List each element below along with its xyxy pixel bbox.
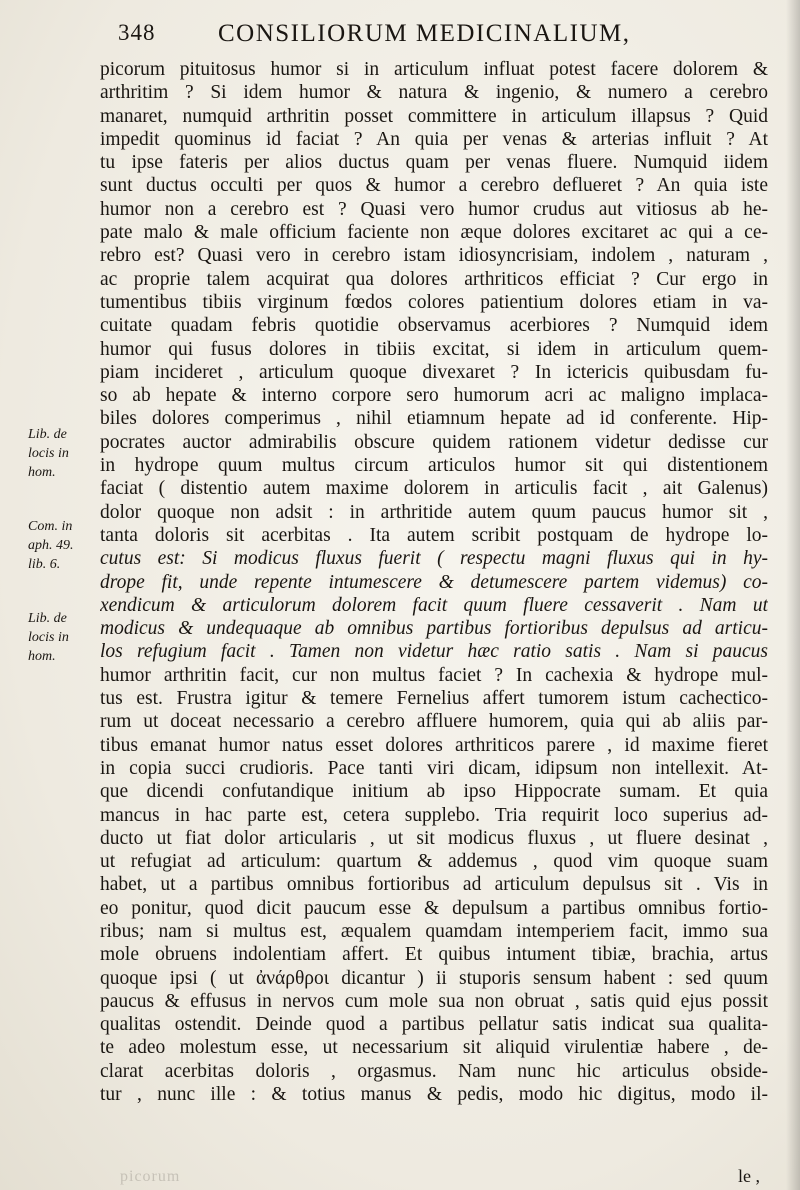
margin-note-line: Lib. de <box>28 427 67 442</box>
text-line: xendicum & articulorum dolorem facit quum fluere cessaverit . Nam ut <box>100 594 768 616</box>
running-head: CONSILIORUM MEDICINALIUM, <box>218 20 631 47</box>
margin-note <box>28 609 98 666</box>
text-line: te adeo molestum esse, ut necessarium sit aliquid virulentiæ habere , de- <box>100 1037 768 1059</box>
body-text <box>100 58 768 1106</box>
text-line: dolor quoque non adsit : in arthritide autem quum paucus humor sit , <box>100 501 768 523</box>
text-line: so ab hepate & interno corpore sero humorum acri ac maligno implaca- <box>100 385 768 407</box>
text-line: rum ut doceat necessario a cerebro affluere humorem, quia qui ab aliis par- <box>100 711 768 733</box>
text-line: faciat ( distentio autem maxime dolorem in articulis facit , ait Galenus) <box>100 478 768 500</box>
text-line: drope fit, unde repente intumescere & detumescere partem videmus) co- <box>100 571 768 593</box>
bleed-through-text: picorum <box>120 1168 181 1185</box>
text-line: rebro est? Quasi vero in cerebro istam idiosyncrisiam, indolem , naturam , <box>100 245 768 267</box>
text-line: ducto ut fiat dolor articularis , ut sit modicus fluxus , ut fluere desinat , <box>100 827 768 849</box>
text-line: pate malo & male officium faciente non æque dolores excitaret ac qui a ce- <box>100 222 768 244</box>
text-line: tus est. Frustra igitur & temere Fernelius affert tumorem istum cachectico- <box>100 688 768 710</box>
text-line: tumentibus tibiis virginum fœdos colores patientium dolores etiam in va- <box>100 291 768 313</box>
text-line: quoque ipsi ( ut ἀνάρθροι dicantur ) ii stuporis sensum habent : sed quum <box>100 967 768 989</box>
margin-note-line: Lib. de <box>28 611 67 626</box>
page-header <box>118 20 678 54</box>
margin-note-line: locis in <box>28 446 69 461</box>
text-line: arthritim ? Si idem humor & natura & ingenio, & numero a cerebro <box>100 82 768 104</box>
text-line: tanta doloris sit acerbitas . Ita autem scribit postquam de hydrope lo- <box>100 524 768 546</box>
text-line: tibus emanat humor natus esset dolores arthriticos parere , id maxime fieret <box>100 734 768 756</box>
text-line: pocrates auctor admirabilis obscure quidem rationem videtur dedisse cur <box>100 431 768 453</box>
page-edge-shadow <box>786 0 800 1190</box>
text-line: modicus & undequaque ab omnibus partibus fortioribus depulsus ad articu- <box>100 618 768 640</box>
margin-note-line: hom. <box>28 649 56 664</box>
text-line: clarat acerbitas doloris , orgasmus. Nam nunc hic articulus obside- <box>100 1060 768 1082</box>
text-line: qualitas ostendit. Deinde quod a partibus pellatur satis indicat sua qualita- <box>100 1014 768 1036</box>
text-line: piam incideret , articulum quoque divexaret ? In ictericis quibusdam fu- <box>100 361 768 383</box>
text-line: eo ponitur, quod dicit paucum esse & depulsum a partibus omnibus fortio- <box>100 897 768 919</box>
margin-note-line: Com. in <box>28 519 73 534</box>
margin-note-line: aph. 49. <box>28 538 74 553</box>
text-line: cuitate quadam febris quotidie observamus acerbiores ? Numquid idem <box>100 315 768 337</box>
text-line: manaret, numquid arthritin posset committere in articulum illapsus ? Quid <box>100 105 768 127</box>
text-line: ac proprie talem acquirat qua dolores arthriticos efficiat ? Cur ergo in <box>100 268 768 290</box>
margin-note <box>28 517 98 574</box>
text-line: tur , nunc ille : & totius manus & pedis, modo hic digitus, modo il- <box>100 1084 768 1106</box>
text-line: mole obruens indolentiam affert. Et quibus intument tibiæ, brachia, artus <box>100 944 768 966</box>
margin-note-line: hom. <box>28 465 56 480</box>
text-line: in copia succi crudioris. Pace tanti viri dicam, idipsum non intellexit. At- <box>100 757 768 779</box>
text-line: que dicendi confutandique initium ab ipso Hippocrate sumam. Et quia <box>100 781 768 803</box>
text-line: paucus & effusus in nervos cum mole sua non obruat , satis quid ejus possit <box>100 990 768 1012</box>
text-line: cutus est: Si modicus fluxus fuerit ( respectu magni fluxus qui in hy- <box>100 548 768 570</box>
margin-note <box>28 425 98 482</box>
text-line: humor qui fusus dolores in tibiis excitat, si idem in articulum quem- <box>100 338 768 360</box>
text-line: mancus in hac parte est, cetera supplebo. Tria requirit loco superius ad- <box>100 804 768 826</box>
text-line: sunt ductus occulti per quos & humor a cerebro deflueret ? An quia iste <box>100 175 768 197</box>
text-line: ribus; nam si multus est, æqualem quamdam intemperiem facit, immo sua <box>100 920 768 942</box>
text-line: habet, ut a partibus omnibus fortioribus ad articulum depulsus sit . Vis in <box>100 874 768 896</box>
catchword: le , <box>738 1166 760 1186</box>
text-line: los refugium facit . Tamen non videtur hæc ratio satis . Nam si paucus <box>100 641 768 663</box>
text-line: biles dolores comperimus , nihil etiamnum hepate ad id conferente. Hip- <box>100 408 768 430</box>
text-line: tu ipse fateris per alios ductus quam per venas fluere. Numquid iidem <box>100 152 768 174</box>
text-line: picorum pituitosus humor si in articulum influat potest facere dolorem & <box>100 59 768 80</box>
text-line: ut refugiat ad articulum: quartum & addemus , quod vim quoque suam <box>100 851 768 873</box>
page-number: 348 <box>118 20 156 45</box>
text-line: in hydrope quum multus circum articulos humor sit qui distentionem <box>100 455 768 477</box>
margin-note-line: lib. 6. <box>28 557 61 572</box>
text-line: impedit quominus id faciat ? An quia per venas & arterias influit ? At <box>100 128 768 150</box>
text-line: humor non a cerebro est ? Quasi vero humor crudus aut vitiosus ab he- <box>100 198 768 220</box>
margin-note-line: locis in <box>28 630 69 645</box>
text-line: humor arthritin facit, cur non multus faciet ? In cachexia & hydrope mul- <box>100 664 768 686</box>
